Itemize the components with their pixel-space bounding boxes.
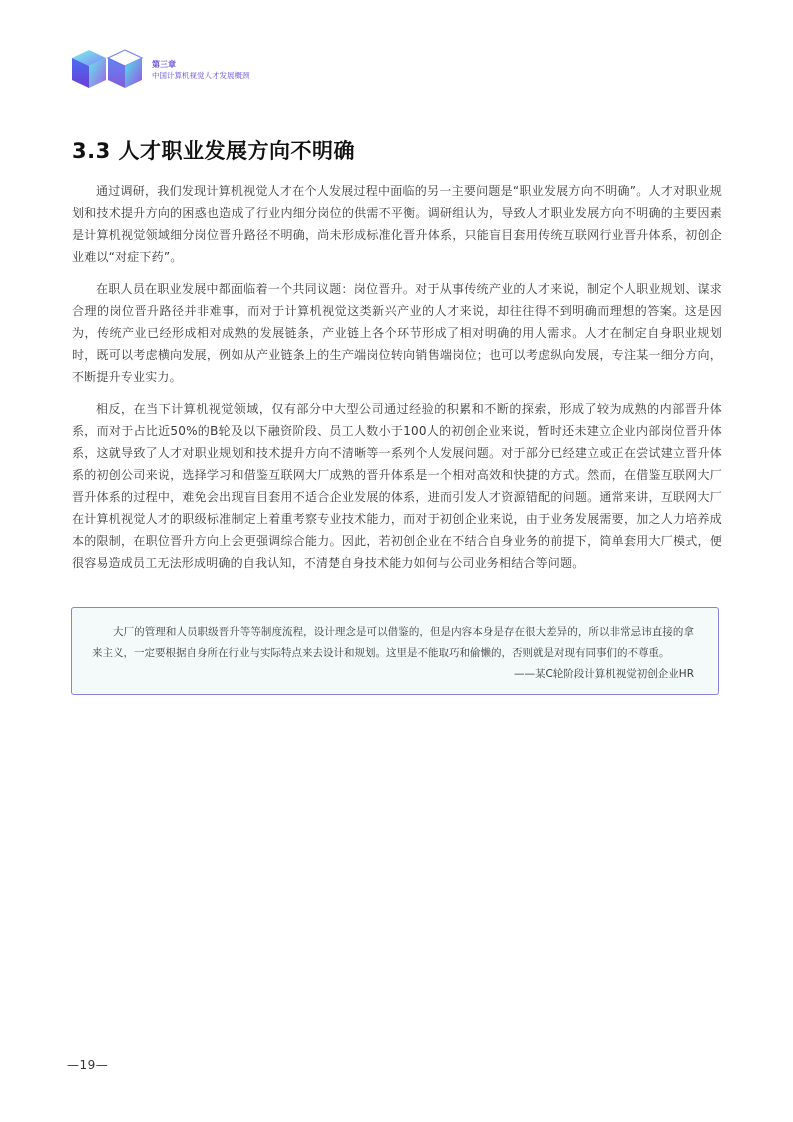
chapter-label: 第三章	[152, 60, 176, 69]
chapter-subtitle: 中国计算机视觉人才发展概颈	[152, 71, 250, 80]
paragraph-1: 通过调研，我们发现计算机视觉人才在个人发展过程中面临的另一主要问题是“职业发展方向不明确”。人才对职业规划和技术提升方向的困惑也造成了行业内细分岗位的供需不平衡。调研组认为，导致人才职业发展方向不明确的主要因素是计算机视觉领域细分岗位晋升路径不明确，尚未形成标准化晋升体系，只能盲目套用传统互联网行业晋升体系，初创企业难以“对症下药”。	[72, 184, 722, 264]
cubes-logo-icon	[70, 46, 146, 90]
paragraph-3: 相反，在当下计算机视觉领域，仅有部分中大型公司通过经验的积累和不断的探索，形成了较为成熟的内部晋升体系，而对于占比近50%的B轮及以下融资阶段、员工人数小于100人的初创企业来说，暂时还未建立企业内部岗位晋升体系，这就导致了人才对职业规划和技术提升方向不清晰等一系列个人发展问题。对于部分已经建立或正在尝试建立晋升体系的初创公司来说，选择学习和借鉴互联网大厂成熟的晋升体系是一个相对高效和快捷的方式。然而，在借鉴互联网大厂晋升体系的过程中，难免会出现盲目套用不适合企业发展的体系，进而引发人才资源错配的问题。通常来讲，互联网大厂在计算机视觉人才的职级标准制定上着重考察专业技术能力，而对于初创企业来说，由于业务发展需要，加之人力培养成本的限制，在职位晋升方向上会更强调综合能力。因此，若初创企业在不结合自身业务的前提下，简单套用大厂模式，便很容易造成员工无法形成明确的自我认知，不清楚自身技术能力如何与公司业务相结合等问题。	[72, 402, 722, 570]
section-title: 3.3 人才职业发展方向不明确	[72, 139, 356, 163]
quote-box	[71, 607, 719, 695]
page-number: —19—	[67, 1058, 109, 1072]
quote-source: ——某C轮阶段计算机视觉初创企业HR	[513, 668, 694, 680]
paragraph-2: 在职人员在职业发展中都面临着一个共同议题：岗位晋升。对于从事传统产业的人才来说，制定个人职业规划、谋求合理的岗位晋升路径并非难事，而对于计算机视觉这类新兴产业的人才来说，却往往得不到明确而理想的答案。这是因为，传统产业已经形成相对成熟的发展链条，产业链上各个环节形成了相对明确的用人需求。人才在制定自身职业规划时，既可以考虑横向发展，例如从产业链条上的生产端岗位转向销售端岗位；也可以考虑纵向发展，专注某一细分方向，不断提升专业实力。	[72, 282, 722, 384]
page-header	[70, 46, 250, 90]
chapter-heading	[152, 59, 250, 81]
quote-text: 大厂的管理和人员职级晋升等等制度流程，设计理念是可以借鉴的，但是内容本身是存在很大差异的，所以非常忌讳直接的拿来主义，一定要根据自身所在行业与实际特点来去设计和规划。这里是不能取巧和偷懒的，否则就是对现有同事们的不尊重。	[92, 626, 694, 659]
